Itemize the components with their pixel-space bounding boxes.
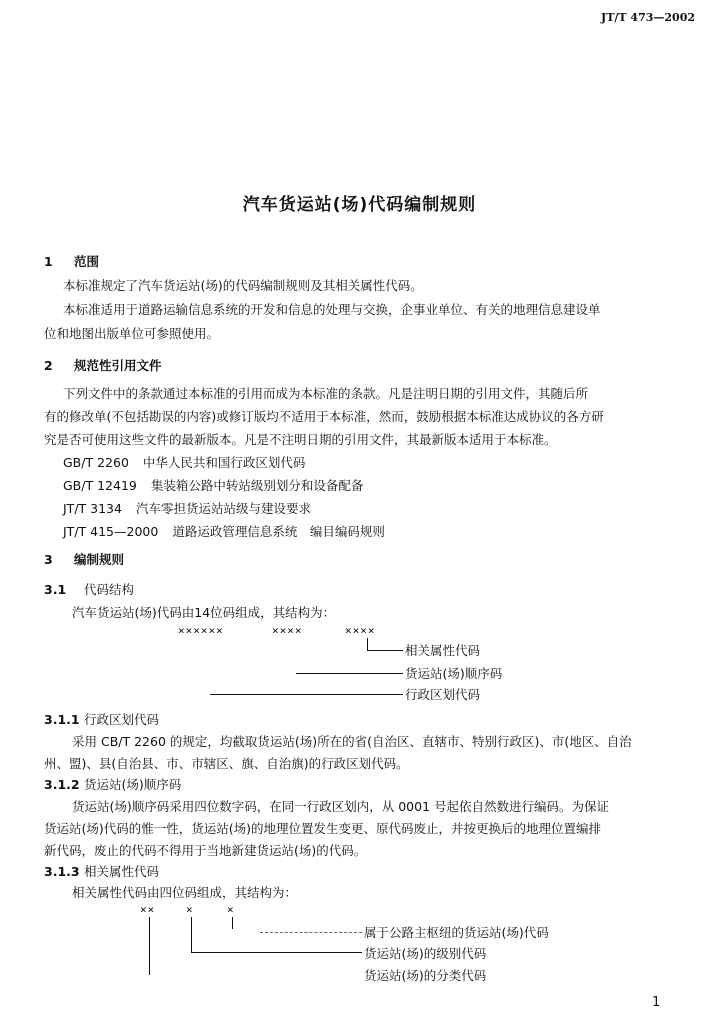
reference-name: 道路运政管理信息系统 编目编码规则 — [172, 524, 385, 539]
connector-line — [296, 673, 403, 674]
sequence-code-line-2: 货运站(场)代码的惟一性，货运站(场)的地理位置发生变更、原代码废止，并按更换后的地理位置编排 — [44, 821, 602, 836]
references-paragraph-2: 有的修改单(不包括勘误的内容)或修订版均不适用于本标准，然而，鼓励根据本标准达成协议的各方研 — [44, 409, 604, 424]
label-attribute-code: 相关属性代码 — [405, 643, 481, 658]
connector-line — [367, 650, 403, 651]
subsection-3-1-1-heading — [44, 710, 159, 728]
reference-item — [63, 453, 305, 471]
section-title: 规范性引用文件 — [74, 358, 162, 373]
reference-item — [63, 499, 311, 517]
subsection-title: 代码结构 — [84, 582, 135, 597]
standard-code-header: JT/T 473—2002 — [601, 11, 695, 24]
section-3-heading — [44, 550, 124, 568]
subsection-title: 相关属性代码 — [84, 864, 160, 879]
scope-paragraph-1: 本标准规定了汽车货运站(场)的代码编制规则及其相关属性代码。 — [63, 278, 423, 293]
document-title: 汽车货运站(场)代码编制规则 — [242, 195, 477, 215]
pattern-admin-digits: ×××××× — [178, 624, 224, 637]
reference-code: GB/T 12419 — [63, 478, 137, 493]
section-1-heading — [44, 252, 99, 270]
sequence-code-line-3: 新代码，废止的代码不得用于当地新建货运站(场)的代码。 — [44, 843, 367, 858]
label-level-code: 货运站(场)的级别代码 — [364, 946, 487, 961]
scope-paragraph-3: 位和地图出版单位可参照使用。 — [44, 326, 220, 341]
subsection-number: 3.1.1 — [44, 712, 80, 727]
subsection-number: 3.1.2 — [44, 777, 80, 792]
pattern-sequence-digits: ×××× — [272, 624, 303, 637]
section-2-heading — [44, 356, 162, 374]
section-title: 编制规则 — [74, 552, 125, 567]
page-number: 1 — [652, 995, 661, 1010]
connector-line — [232, 917, 233, 929]
subsection-number: 3.1.3 — [44, 864, 80, 879]
references-paragraph-3: 究是否可使用这些文件的最新版本。凡是不注明日期的引用文件，其最新版本适用于本标准。 — [44, 432, 557, 447]
connector-line — [367, 638, 368, 650]
pattern-attribute-digits: ×××× — [345, 624, 376, 637]
attr-pattern-hub-digits: ×× — [140, 903, 156, 916]
section-title: 范围 — [74, 254, 100, 269]
attr-pattern-class-digit: × — [227, 903, 235, 916]
reference-item — [63, 522, 385, 540]
attr-pattern-level-digit: × — [186, 903, 194, 916]
label-admin-code: 行政区划代码 — [405, 687, 481, 702]
admin-code-line-1: 采用 CB/T 2260 的规定，均截取货运站(场)所在的省(自治区、直辖市、特别行政区)、市(地区、自治 — [72, 734, 632, 749]
subsection-3-1-3-heading — [44, 862, 159, 880]
section-number: 2 — [44, 358, 53, 373]
subsection-3-1-2-heading — [44, 775, 181, 793]
subsection-number: 3.1 — [44, 582, 67, 597]
subsection-title: 行政区划代码 — [84, 712, 160, 727]
section-number: 1 — [44, 254, 53, 269]
attribute-code-intro: 相关属性代码由四位码组成，其结构为： — [72, 885, 298, 900]
subsection-3-1-heading — [44, 580, 134, 598]
reference-name: 中华人民共和国行政区划代码 — [142, 455, 306, 470]
label-class-code: 货运站(场)的分类代码 — [364, 968, 487, 983]
label-sequence-code: 货运站(场)顺序码 — [405, 666, 503, 681]
sequence-code-line-1: 货运站(场)顺序码采用四位数字码，在同一行政区划内，从 0001 号起依自然数进行编码。为保证 — [72, 799, 610, 814]
reference-code: JT/T 415—2000 — [63, 524, 159, 539]
connector-line — [191, 952, 362, 953]
connector-line — [149, 917, 150, 975]
reference-name: 汽车零担货运站站级与建设要求 — [135, 501, 311, 516]
connector-line — [260, 932, 362, 934]
references-paragraph-1: 下列文件中的条款通过本标准的引用而成为本标准的条款。凡是注明日期的引用文件，其随后所 — [63, 386, 589, 401]
label-hub-code: 属于公路主枢纽的货运站(场)代码 — [364, 925, 549, 940]
section-number: 3 — [44, 552, 53, 567]
reference-code: JT/T 3134 — [63, 501, 122, 516]
connector-line — [191, 917, 192, 952]
reference-name: 集装箱公路中转站级别划分和设备配备 — [150, 478, 364, 493]
admin-code-line-2: 州、盟)、县(自治县、市、市辖区、旗、自治旗)的行政区划代码。 — [44, 756, 409, 771]
reference-code: GB/T 2260 — [63, 455, 129, 470]
scope-paragraph-2: 本标准适用于道路运输信息系统的开发和信息的处理与交换，企事业单位、有关的地理信息建设单 — [63, 302, 601, 317]
connector-line — [210, 694, 403, 695]
code-structure-intro: 汽车货运站(场)代码由14位码组成，其结构为： — [72, 605, 336, 620]
subsection-title: 货运站(场)顺序码 — [84, 777, 182, 792]
reference-item — [63, 476, 363, 494]
